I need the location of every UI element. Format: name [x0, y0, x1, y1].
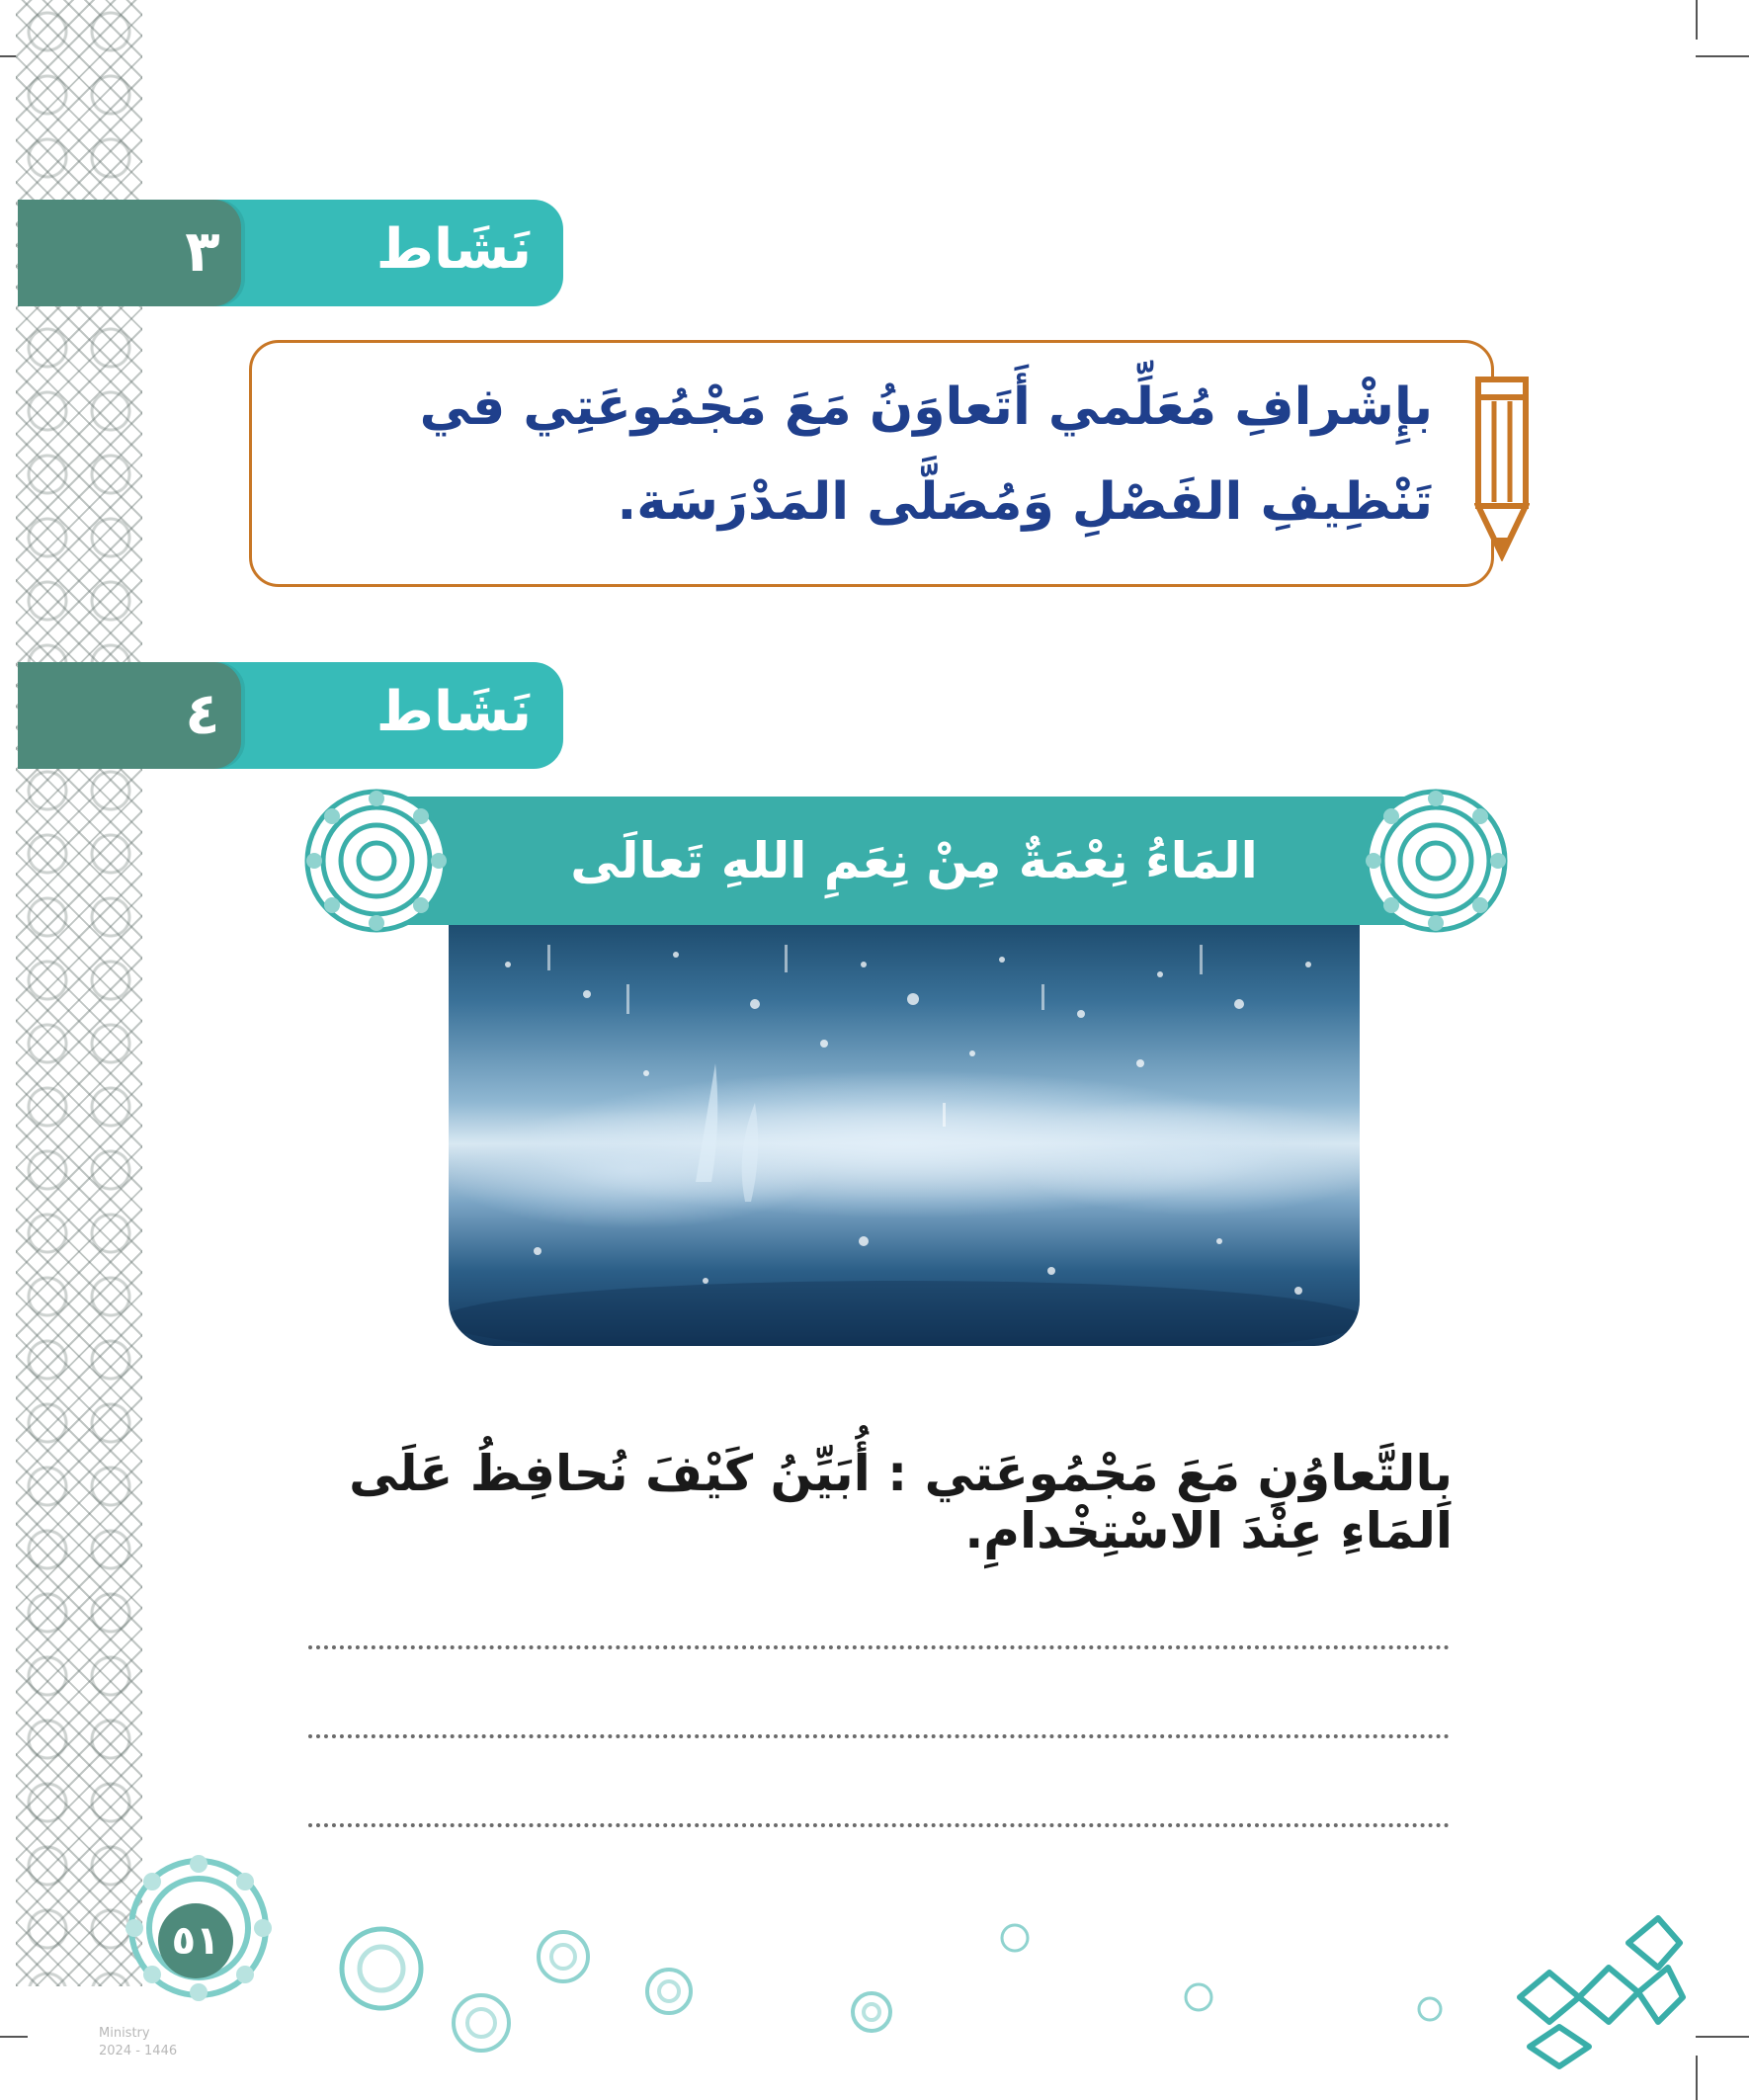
- header-number-tab: [18, 200, 241, 306]
- activity-4-header: [18, 662, 563, 769]
- activity-number: ٣: [185, 217, 220, 285]
- medallion-ornament-right: [1362, 787, 1510, 935]
- page-number: ٥١: [158, 1903, 233, 1978]
- header-number-tab: [18, 662, 241, 769]
- footer-medallion-small: [1415, 1994, 1445, 2024]
- activity-4-question: بِالتَّعاوُنِ مَعَ مَجْمُوعَتي : أُبَيِّنُ كَيْفَ نُحافِظُ عَلَى المَاءِ عِنْدَ الاسْتِخْدامِ.: [349, 1445, 1453, 1559]
- footer-medallion-small: [998, 1921, 1032, 1955]
- activity-3-header: [18, 200, 563, 306]
- footer-medallion-small: [1182, 1980, 1215, 2014]
- footer-medallion-small: [449, 1990, 514, 2056]
- banner-title: المَاءُ نِعْمَةٌ مِنْ نِعَمِ اللهِ تَعالَى: [570, 832, 1258, 889]
- year-caption: 2024 - 1446: [99, 2044, 178, 2058]
- crop-mark: [1696, 55, 1749, 57]
- footer-medallion-small: [848, 1988, 895, 2036]
- activity-3-text: بإِشْرافِ مُعَلِّمي أَتَعاوَنُ مَعَ مَجْمُوعَتِي في تَنْظِيفِ الفَصْلِ وَمُصَلَّى المَدْرَسَة.: [419, 378, 1433, 532]
- crop-mark: [1696, 2036, 1749, 2038]
- crop-mark: [1696, 0, 1698, 40]
- activity-label: نَشَاط: [375, 680, 532, 744]
- answer-line-2[interactable]: [308, 1734, 1450, 1738]
- activity-label: نَشَاط: [375, 217, 532, 282]
- geometric-corner-ornament: [1510, 1903, 1688, 2071]
- ministry-caption: Ministry: [99, 2026, 150, 2041]
- medallion-ornament-left: [302, 787, 451, 935]
- footer-medallion-small: [334, 1921, 429, 2016]
- crop-mark: [1696, 2056, 1698, 2100]
- crop-mark: [0, 2036, 28, 2038]
- pencil-icon: [1474, 374, 1530, 561]
- activity-number: ٤: [185, 680, 220, 747]
- footer-medallion-small: [642, 1965, 696, 2018]
- answer-line-1[interactable]: [308, 1645, 1450, 1649]
- water-droplets-graphic: [449, 925, 1360, 1346]
- rain-water-photo: [449, 925, 1360, 1346]
- answer-line-3[interactable]: [308, 1823, 1450, 1827]
- footer-medallion-small: [534, 1927, 593, 1986]
